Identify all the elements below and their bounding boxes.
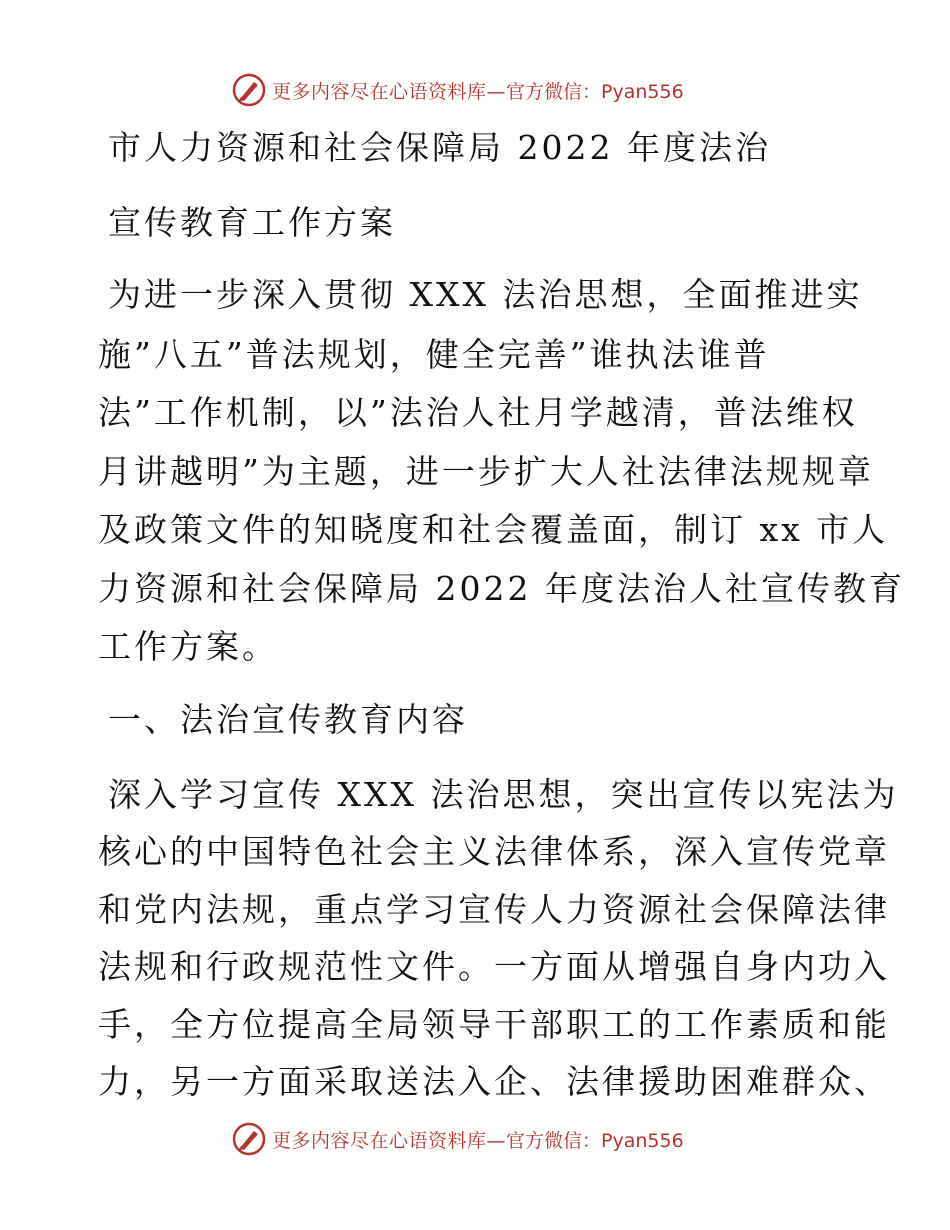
section-line: 核心的中国特色社会主义法律体系，深入宣传党章 — [98, 832, 890, 871]
watermark-header — [232, 72, 684, 108]
watermark-footer — [232, 1121, 684, 1157]
intro-line: 月讲越明”为主题，进一步扩大人社法律法规规章 — [98, 452, 874, 491]
intro-line: 力资源和社会保障局 2022 年度法治人社宣传教育 — [98, 569, 905, 608]
watermark-wechat: 官方微信：Pyan556 — [506, 1129, 684, 1152]
watermark-wechat: 官方微信：Pyan556 — [506, 80, 684, 103]
section-heading: 一、法治宣传教育内容 — [108, 700, 468, 739]
watermark-text: 更多内容尽在心语资料库— — [272, 80, 507, 103]
intro-line: 及政策文件的知晓度和社会覆盖面，制订 xx 市人 — [98, 510, 889, 549]
document-title-line-1: 市人力资源和社会保障局 2022 年度法治 — [108, 128, 771, 167]
document-title-line-2: 宣传教育工作方案 — [108, 203, 396, 242]
pen-logo-icon — [232, 73, 266, 107]
section-line: 力，另一方面采取送法入企、法律援助困难群众、 — [98, 1062, 890, 1101]
section-line: 法规和行政规范性文件。一方面从增强自身内功入 — [98, 947, 890, 986]
section-line: 手，全方位提高全局领导干部职工的工作素质和能 — [98, 1005, 890, 1044]
intro-line: 工作方案。 — [98, 627, 278, 666]
intro-line: 法”工作机制，以”法治人社月学越清，普法维权 — [98, 393, 858, 432]
intro-line: 为进一步深入贯彻 XXX 法治思想，全面推进实 — [108, 275, 863, 314]
watermark-text: 更多内容尽在心语资料库— — [272, 1129, 507, 1152]
section-line: 和党内法规，重点学习宣传人力资源社会保障法律 — [98, 890, 890, 929]
intro-line: 施”八五”普法规划，健全完善”谁执法谁普 — [98, 335, 770, 374]
pen-logo-icon — [232, 1122, 266, 1156]
section-line: 深入学习宣传 XXX 法治思想，突出宣传以宪法为 — [108, 775, 899, 814]
